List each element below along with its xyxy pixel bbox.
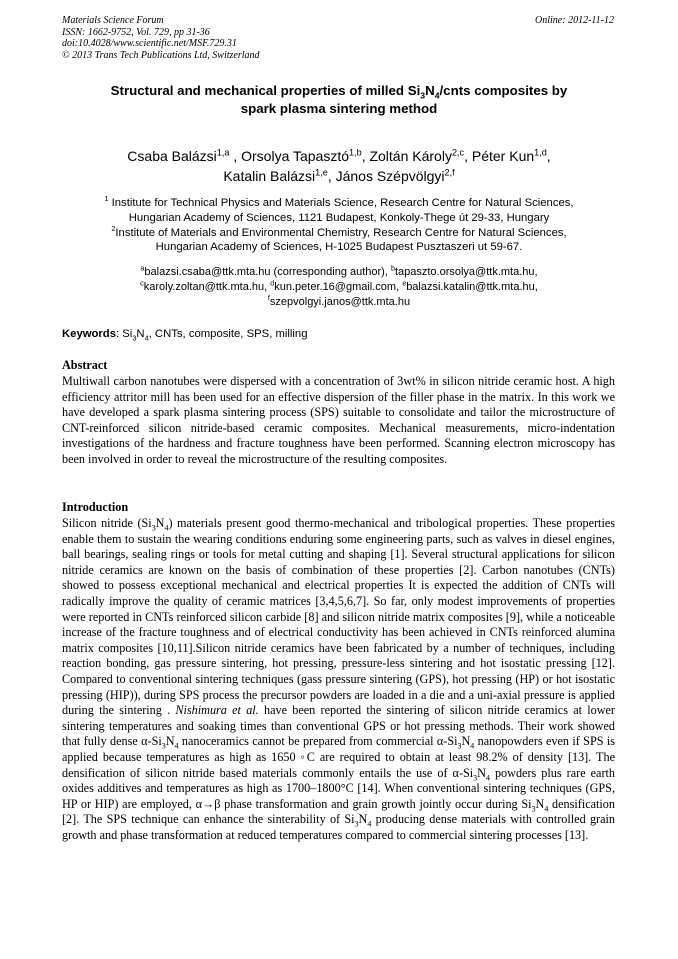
email-link[interactable]: balazsi.katalin@ttk.mta.hu, xyxy=(406,281,538,293)
intro-subscript: 4 xyxy=(174,741,179,751)
author-name: Péter Kun xyxy=(471,148,535,164)
keywords-text: : Si xyxy=(116,328,133,340)
journal-name: Materials Science Forum xyxy=(62,15,164,26)
title-text: /cnts composites by xyxy=(439,83,568,98)
intro-text: nanoceramics cannot be prepared from commercial α-Si xyxy=(178,734,458,749)
doi-line[interactable]: doi:10.4028/www.scientific.net/MSF.729.31 xyxy=(62,38,237,50)
author-name: János Szépvölgyi xyxy=(335,168,445,184)
intro-text: Silicon nitride (Si xyxy=(62,516,152,530)
email-mark: d xyxy=(270,279,275,288)
paper-title xyxy=(60,82,618,118)
abstract-body: Multiwall carbon nanotubes were dispersed with a concentration of 3wt% in silicon nitride ceramic host. A high efficiency attritor mill has been used for an effective dispersion of the filler phase in the matrix. In this work we have developed a spark plasma sintering process (SPS) suitable to consolidate and tailor the microstructure of CNT-reinforced silicon nitride-based ceramic composites. Mechanical measurements, micro-indentation investigations of the hardness and fracture toughness have been performed. Scanning electron microscopy has been involved in order to reveal the microstructure of the resulting composites. xyxy=(62,374,615,466)
title-text: Structural and mechanical properties of milled Si xyxy=(110,83,421,98)
intro-subscript: 3 xyxy=(161,741,166,751)
email-link[interactable]: tapaszto.orsolya@ttk.mta.hu, xyxy=(394,266,538,278)
title-subscript: 3 xyxy=(420,90,426,101)
keywords-text: , CNTs, composite, SPS, milling xyxy=(148,328,308,340)
author-affiliation-mark: 1,d xyxy=(534,147,547,158)
title-text: N xyxy=(425,83,435,98)
intro-subscript: 4 xyxy=(544,804,549,814)
intro-subscript: 3 xyxy=(354,819,359,829)
author-affiliation-mark: 2,c xyxy=(451,147,465,158)
affiliation-text: Institute for Technical Physics and Materials Science, Research Centre for Natural Sciences, xyxy=(108,197,574,209)
keywords-label: Keywords xyxy=(62,328,116,340)
author-separator: , xyxy=(361,148,370,164)
author-name: Katalin Balázsi xyxy=(223,168,316,184)
intro-text: producing dense materials with controlled grain growth and phase transformation at reduced temperatures compared to commercial sintering processes [13]. xyxy=(62,812,616,842)
email-mark: a xyxy=(140,264,145,273)
intro-text: N xyxy=(165,734,175,749)
journal-header xyxy=(62,15,260,61)
author-name: Orsolya Tapasztó xyxy=(241,148,350,164)
online-date: Online: 2012-11-12 xyxy=(535,15,614,26)
intro-text: N xyxy=(155,516,165,530)
intro-subscript: 3 xyxy=(151,523,156,533)
introduction-body xyxy=(62,516,615,843)
intro-text: N xyxy=(358,812,368,827)
intro-text: ) materials present good thermo-mechanical and tribological properties. These properties enable them to sustain the wearing conditions enduring some engineering parts, such as valves in diesel engines, ball bearings, sealing rings or tools for metal cutting and shaping [1]. Several structural applications for silicon nitride ceramics are known on the basis of combination of these properties [2]. Carbon nanotubes (CNTs) showed to possess exceptional mechanical and electrical properties It is expected the addition of CNTs will radically improve the quality of ceramic matrices [3,4,5,6,7]. So far, only modest improvements of properties were reported in CNTs reinforced silicon carbide [8] and silicon nitride matrix composites [9], while a noticeable increase of the fracture toughness and of electrical conductivity has been achieved in CNTs reinforced alumina matrix composites [10,11].Silicon nitride ceramics have been fabricated by a number of techniques, including reaction bonding, gas pressure sintering, hot pressing, pressure-less sintering and hot isostatic pressing [12]. Compared to conventional sintering techniques (gass pressure sintering (GPS), hot pressing (HP) or hot isostatic pressing (HIP)), during SPS process the precursor powders are loaded in a die and a uni-axial pressure is applied during the sintering . xyxy=(62,516,615,718)
author-separator: , xyxy=(229,148,242,164)
intro-text: N xyxy=(535,796,545,811)
keywords-line xyxy=(62,327,618,341)
email-link[interactable]: karoly.zoltan@ttk.mta.hu, xyxy=(143,281,271,293)
author-name: Zoltán Károly xyxy=(369,148,452,164)
author-emails xyxy=(60,265,618,310)
author-affiliation-mark: 1,b xyxy=(349,147,362,158)
introduction-heading: Introduction xyxy=(62,500,129,514)
title-text: spark plasma sintering method xyxy=(240,101,438,116)
affiliation-text: Hungarian Academy of Sciences, 1121 Budapest, Konkoly-Thege út 29-33, Hungary xyxy=(128,211,550,224)
intro-subscript: 3 xyxy=(473,772,478,782)
email-mark: b xyxy=(390,264,395,273)
keywords-subscript: 3 xyxy=(132,333,137,343)
email-link[interactable]: balazsi.csaba@ttk.mta.hu (corresponding author), xyxy=(144,266,391,278)
author-name: Csaba Balázsi xyxy=(127,148,217,164)
intro-text: N xyxy=(461,734,471,749)
keywords-text: N xyxy=(136,328,145,340)
author-affiliation-mark: 1,a xyxy=(216,147,230,158)
author-separator: , xyxy=(464,148,472,164)
intro-subscript: 4 xyxy=(470,741,475,751)
intro-text: powders plus rare earth oxides additives and temperatures as high as 1700–1800°C [14]. When conventional sintering techniques (GPS, HP or HIP) are employed, α→β phase transformation and grain growth jointly occur during Si xyxy=(62,765,616,811)
intro-subscript: 3 xyxy=(457,741,462,751)
intro-text: N xyxy=(477,765,486,780)
issn-line: ISSN: 1662-9752, Vol. 729, pp 31-36 xyxy=(62,26,210,38)
affiliation-text: Institute of Materials and Environmental Chemistry, Research Centre for Natural Sciences, xyxy=(115,226,567,239)
intro-subscript: 3 xyxy=(531,804,536,814)
copyright-line: © 2013 Trans Tech Publications Ltd, Switzerland xyxy=(62,49,260,61)
keywords-subscript: 4 xyxy=(144,333,149,343)
email-link[interactable]: kun.peter.16@gmail.com, xyxy=(274,281,403,293)
email-mark: c xyxy=(140,279,144,288)
affiliations xyxy=(60,196,618,255)
abstract-heading: Abstract xyxy=(62,358,108,372)
intro-text: nanopowders even if SPS is applied because temperatures as high as 1650 ◦C are required to obtain at least 98.2% of density [13]. The densification of silicon nitride based materials commonly entails the use of α-Si xyxy=(62,734,615,780)
affiliation-1 xyxy=(60,196,618,226)
author-affiliation-mark: 1,e xyxy=(315,167,328,178)
email-link[interactable]: szepvolgyi.janos@ttk.mta.hu xyxy=(269,296,411,308)
intro-subscript: 4 xyxy=(367,819,372,829)
intro-subscript: 4 xyxy=(164,523,169,533)
author-affiliation-mark: 2,f xyxy=(444,167,455,178)
intro-text: have been reported the sintering of silicon nitride ceramics at lower sintering temperatures and soaking times than conventional GPS or hot pressing methods. Their work showed that fully dense α-Si xyxy=(62,703,615,749)
intro-subscript: 4 xyxy=(485,772,490,782)
affiliation-number: 2 xyxy=(111,223,116,233)
author-list xyxy=(60,146,618,186)
author-separator: , xyxy=(546,148,551,164)
affiliation-number: 1 xyxy=(104,194,109,204)
intro-text: densification [2]. The SPS technique can enhance the sinterability of Si xyxy=(62,796,615,827)
author-separator: , xyxy=(327,168,336,184)
affiliation-2 xyxy=(60,223,618,256)
intro-italic-text: Nishimura et al. xyxy=(175,703,259,718)
affiliation-text: Hungarian Academy of Sciences, H-1025 Budapest Pusztaszeri ut 59-67. xyxy=(155,241,523,254)
email-mark: f xyxy=(267,294,270,303)
title-subscript: 4 xyxy=(434,90,440,101)
email-mark: e xyxy=(402,279,407,288)
